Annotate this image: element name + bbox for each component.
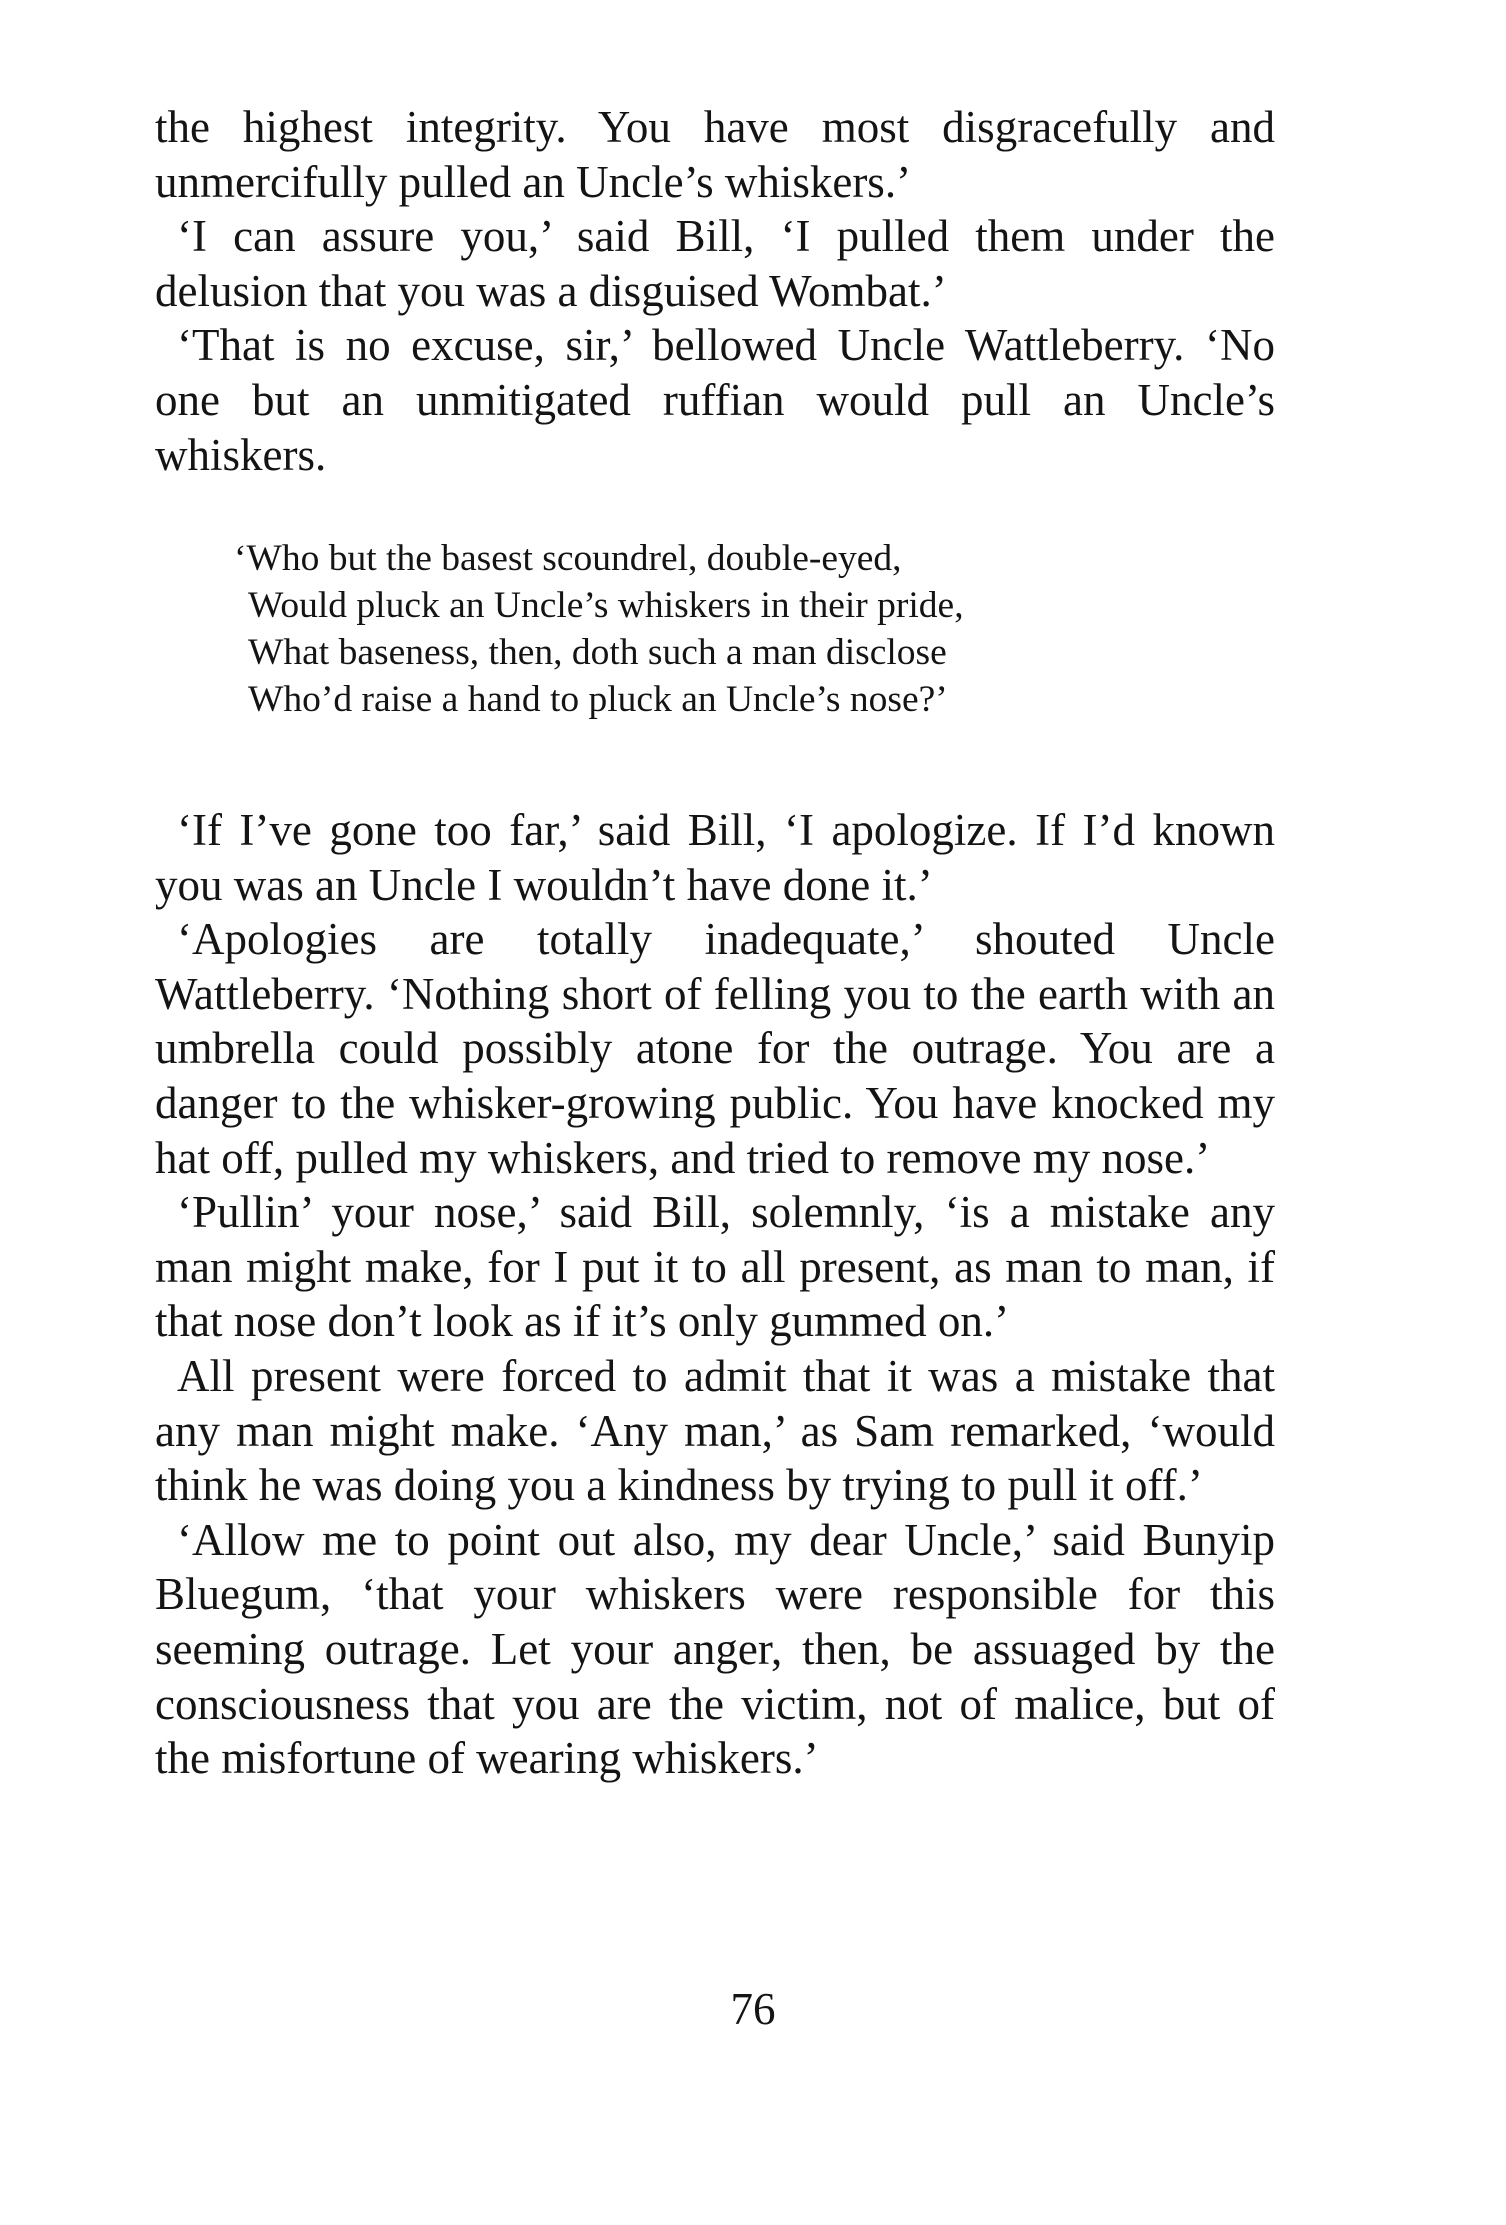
verse-line: What baseness, then, doth such a man disclose bbox=[248, 632, 947, 673]
verse-line: Would pluck an Uncle’s whiskers in their pride, bbox=[248, 585, 964, 626]
paragraph: ‘Pullin’ your nose,’ said Bill, solemnly, ‘is a mistake any man might make, for I put it to all present, as man to man, if that nose don’t look as if it’s only gummed on.’ bbox=[155, 1187, 1275, 1347]
verse-block bbox=[234, 535, 1248, 723]
verse-line: Who’d raise a hand to pluck an Uncle’s nose?’ bbox=[248, 679, 948, 720]
paragraph: All present were forced to admit that it was a mistake that any man might make. ‘Any man,’ as Sam remarked, ‘would think he was doing you a kindness by trying to pull it off.’ bbox=[155, 1350, 1275, 1511]
paragraph: ‘If I’ve gone too far,’ said Bill, ‘I apologize. If I’d known you was an Uncle I wouldn’t have done it.’ bbox=[155, 805, 1275, 910]
body-text-bottom bbox=[155, 803, 1275, 1786]
paragraph: ‘Allow me to point out also, my dear Uncle,’ said Bunyip Bluegum, ‘that your whiskers were responsible for this seeming outrage. Let your anger, then, be assuaged by the consciousness that you are the victim, not of malice, but of the misfortune of wearing whiskers.’ bbox=[155, 1514, 1275, 1784]
paragraph: ‘That is no excuse, sir,’ bellowed Uncle Wattleberry. ‘No one but an unmitigated ruffian would pull an Uncle’s whiskers. bbox=[155, 320, 1275, 480]
body-text-top bbox=[155, 100, 1275, 482]
paragraph: ‘Apologies are totally inadequate,’ shouted Uncle Wattleberry. ‘Nothing short of felling you to the earth with an umbrella could possibly atone for the outrage. You are a danger to the whisker-growing public. You have knocked my hat off, pulled my whiskers, and tried to remove my nose.’ bbox=[155, 914, 1275, 1183]
paragraph-continuation: the highest integrity. You have most disgracefully and unmercifully pulled an Uncle’s whiskers.’ bbox=[155, 102, 1275, 207]
page-number: 76 bbox=[730, 1984, 776, 2034]
paragraph: ‘I can assure you,’ said Bill, ‘I pulled them under the delusion that you was a disguised Wombat.’ bbox=[155, 211, 1275, 316]
verse-line: ‘Who but the basest scoundrel, double-eyed, bbox=[234, 538, 902, 579]
